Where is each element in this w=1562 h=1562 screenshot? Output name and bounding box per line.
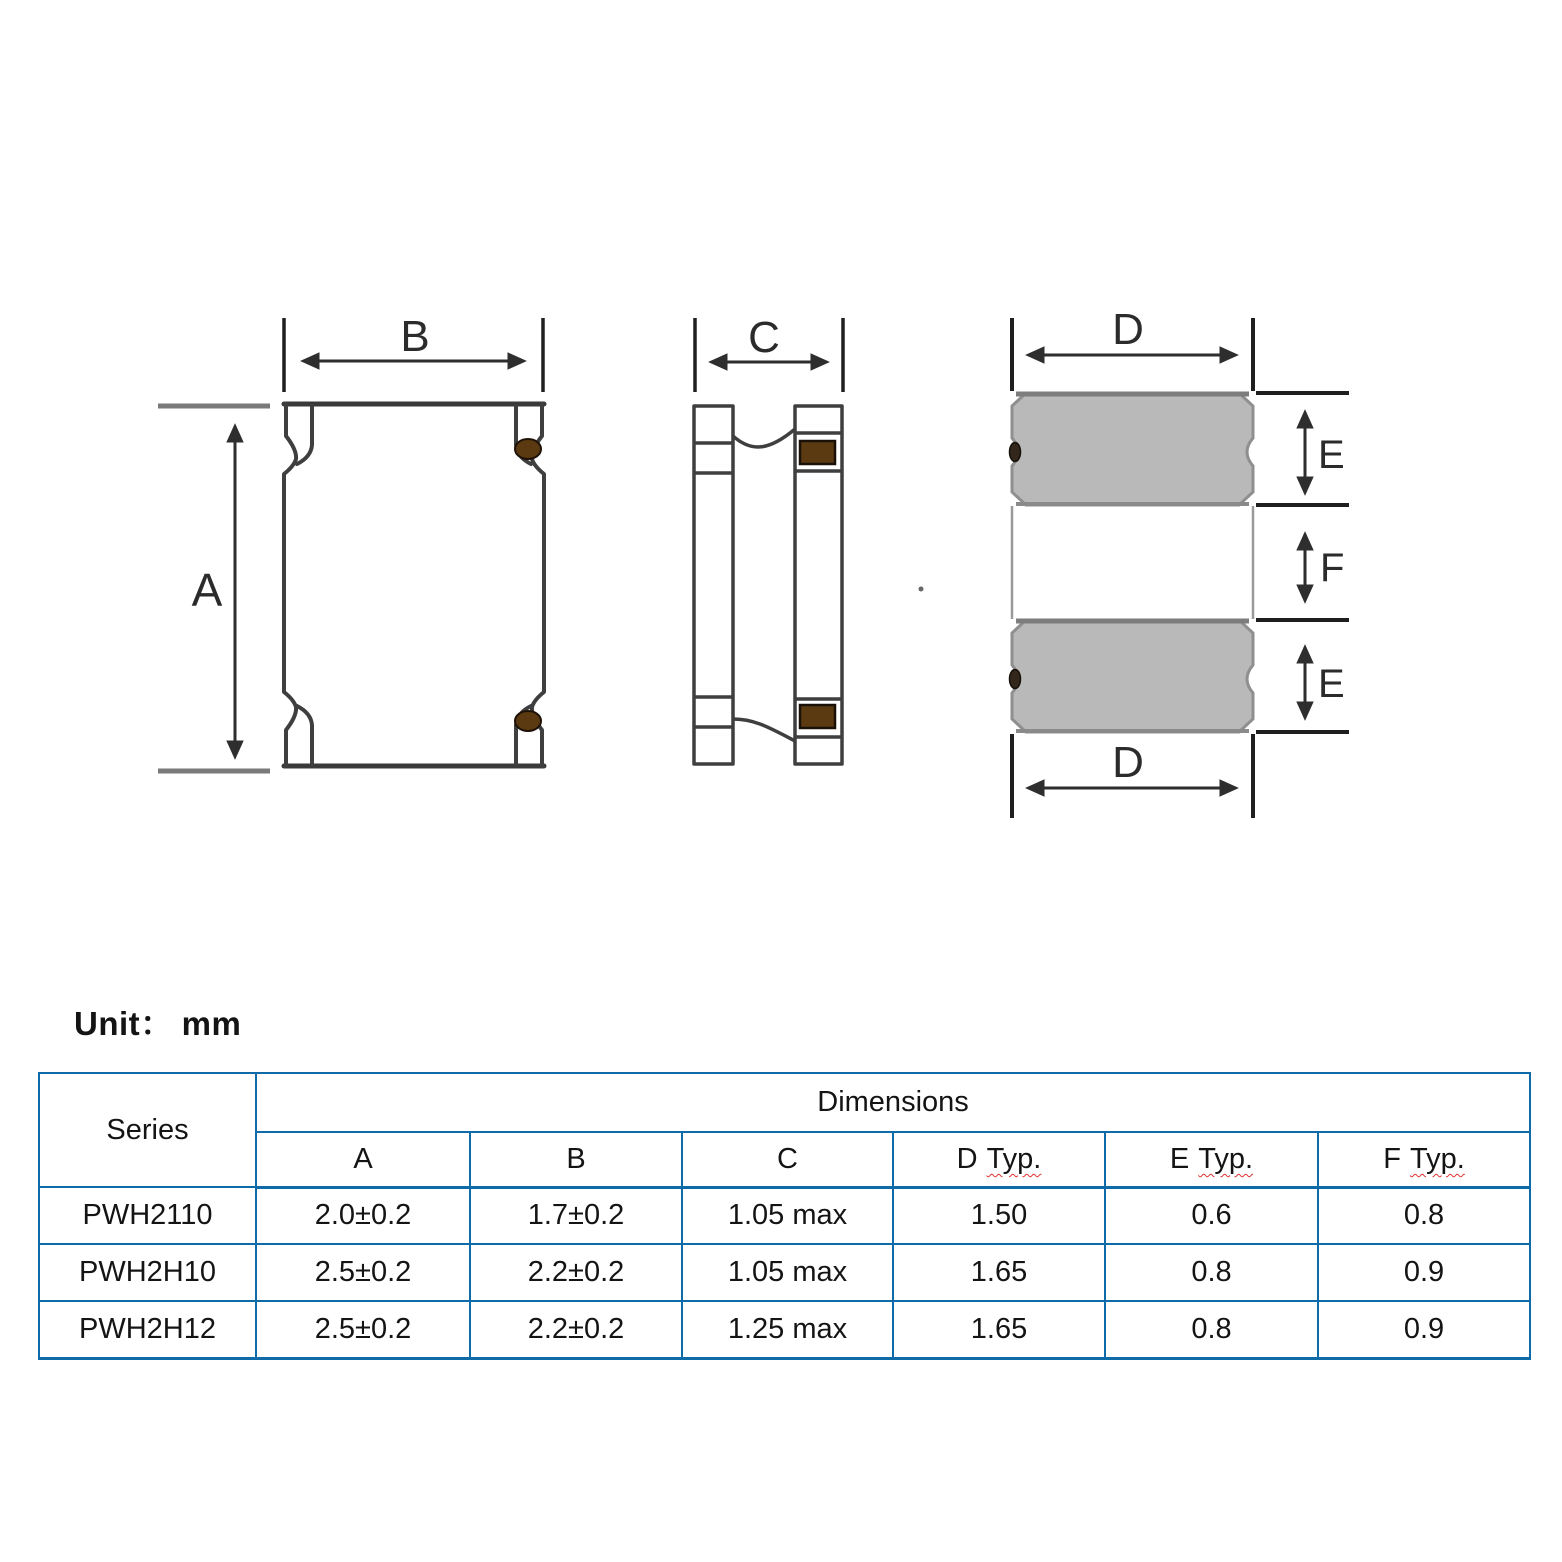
dim-label-e-bottom: E	[1318, 662, 1345, 706]
winding-copper	[800, 441, 835, 464]
unit-value: mm	[181, 1005, 242, 1042]
pad-bottom	[1012, 620, 1253, 732]
cell-d: 1.65	[893, 1301, 1105, 1358]
cell-series: PWH2110	[39, 1187, 256, 1244]
dim-label-c: C	[748, 313, 780, 362]
front-view	[158, 312, 544, 771]
cell-f: 0.9	[1318, 1301, 1530, 1358]
cell-a: 2.0±0.2	[256, 1187, 470, 1244]
cell-b: 2.2±0.2	[470, 1301, 682, 1358]
dimensions-header: Dimensions	[256, 1073, 1530, 1132]
col-header-f-typ: F Typ.	[1318, 1132, 1530, 1187]
cell-c: 1.25 max	[682, 1301, 893, 1358]
dim-label-a: A	[191, 564, 223, 616]
cell-b: 1.7±0.2	[470, 1187, 682, 1244]
cell-f: 0.8	[1318, 1187, 1530, 1244]
solder-pads	[1010, 393, 1254, 732]
core-curve	[733, 719, 795, 741]
cell-c: 1.05 max	[682, 1187, 893, 1244]
col-header-a: A	[256, 1132, 470, 1187]
land-pattern-view	[1010, 305, 1350, 818]
dim-label-f: F	[1320, 546, 1345, 590]
cell-d: 1.65	[893, 1244, 1105, 1301]
cell-d: 1.50	[893, 1187, 1105, 1244]
col-header-b: B	[470, 1132, 682, 1187]
col-header-d-typ: D Typ.	[893, 1132, 1105, 1187]
cell-e: 0.8	[1105, 1301, 1318, 1358]
via-dot	[1010, 670, 1021, 689]
table-row	[39, 1187, 1530, 1244]
side-view	[694, 313, 924, 764]
cell-series: PWH2H10	[39, 1244, 256, 1301]
cell-c: 1.05 max	[682, 1244, 893, 1301]
col-header-c: C	[682, 1132, 893, 1187]
winding-copper	[800, 705, 835, 728]
terminal-copper	[515, 711, 541, 731]
unit-label	[74, 998, 241, 1045]
core-curve	[733, 429, 795, 447]
cell-a: 2.5±0.2	[256, 1244, 470, 1301]
series-header: Series	[39, 1073, 256, 1187]
dimensions-table	[38, 1072, 1531, 1360]
via-dot	[1010, 443, 1021, 462]
dim-label-d-top: D	[1112, 305, 1144, 354]
cell-a: 2.5±0.2	[256, 1301, 470, 1358]
col-header-e-typ: E Typ.	[1105, 1132, 1318, 1187]
dim-label-e-top: E	[1318, 433, 1345, 477]
cell-series: PWH2H12	[39, 1301, 256, 1358]
cell-b: 2.2±0.2	[470, 1244, 682, 1301]
speck	[919, 587, 924, 592]
unit-caption: Unit：	[74, 1005, 174, 1042]
side-profile	[694, 406, 842, 764]
cell-e: 0.6	[1105, 1187, 1318, 1244]
table-row	[39, 1244, 1530, 1301]
dim-label-d-bottom: D	[1112, 738, 1144, 787]
cell-f: 0.9	[1318, 1244, 1530, 1301]
cell-e: 0.8	[1105, 1244, 1318, 1301]
terminal-copper	[515, 439, 541, 459]
pad-top	[1012, 393, 1253, 505]
table-row	[39, 1301, 1530, 1358]
inductor-body-outline	[284, 404, 544, 766]
dim-label-b: B	[400, 312, 430, 361]
